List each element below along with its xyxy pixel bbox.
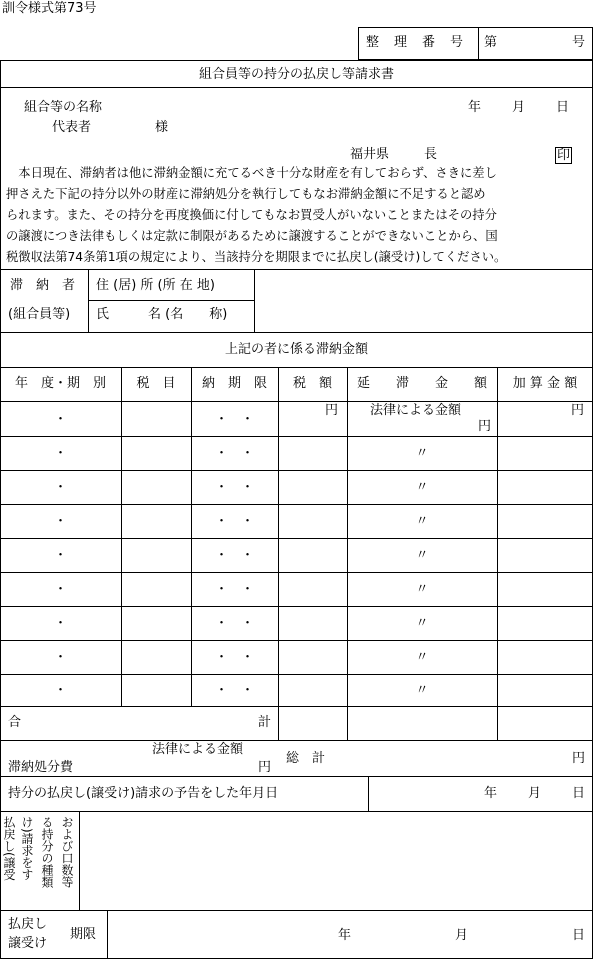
notice-date-year: 年: [484, 786, 498, 801]
disposal-yen: 円: [258, 760, 272, 775]
row-divider: [0, 674, 593, 675]
address-label: 住 (居) 所 (所 在 地): [96, 278, 215, 293]
form-title: 組合員等の持分の払戻し等請求書: [198, 67, 394, 82]
row-divider: [0, 470, 593, 471]
row-divider: [0, 640, 593, 641]
issuer-head: 長: [424, 147, 438, 162]
row-period-dot: ・: [53, 548, 67, 563]
grand-total-label: 総 計: [286, 751, 326, 766]
row-deadline-dots: ・ ・: [214, 412, 254, 427]
row-additional-yen: 円: [571, 403, 585, 418]
row-period-dot: ・: [53, 582, 67, 597]
row-ditto-mark: 〃: [415, 683, 429, 698]
seal-mark: 印: [557, 148, 571, 163]
row-divider: [0, 504, 593, 505]
grand-total-yen: 円: [572, 751, 586, 766]
header-deadline: 納 期 限: [201, 376, 267, 391]
row-period-dot: ・: [53, 650, 67, 665]
date-day: 日: [556, 100, 570, 115]
row-deadline-dots: ・ ・: [214, 650, 254, 665]
row-divider: [0, 572, 593, 573]
row-period-dot: ・: [53, 446, 67, 461]
row-period-dot: ・: [53, 514, 67, 529]
row-divider: [0, 436, 593, 437]
row-divider: [0, 606, 593, 607]
amount-section-title: 上記の者に係る滞納金額: [224, 342, 368, 357]
row-ditto-mark: 〃: [415, 650, 429, 665]
header-additional-tax: 加 算 金 額: [512, 376, 578, 391]
row-deadline-dots: ・ ・: [214, 616, 254, 631]
delinquent-label: 滞 納 者: [10, 278, 76, 293]
deadline-month: 月: [455, 928, 469, 943]
header-tax-item: 税 目: [136, 376, 176, 391]
row-ditto-mark: 〃: [415, 582, 429, 597]
row-legal-amount: 法律による金額: [370, 403, 462, 418]
share-info-label-2: け)請求をす: [20, 816, 34, 881]
row-period-dot: ・: [53, 412, 67, 427]
notice-date-month: 月: [528, 786, 542, 801]
body-line-2: 押さえた下記の持分以外の財産に滞納処分を執行してもなお滞納金額に不足すると認め: [6, 187, 486, 201]
total-right-label: 計: [258, 715, 272, 730]
row-period-dot: ・: [53, 683, 67, 698]
delinquent-sub-label: (組合員等): [8, 307, 71, 322]
share-info-label-3: る持分の種類: [40, 816, 54, 888]
deadline-year: 年: [338, 928, 352, 943]
body-line-1: 本日現在、滞納者は他に滞納金額に充てるべき十分な財産を有しておらず、さきに差し: [6, 166, 497, 180]
row-deadline-dots: ・ ・: [214, 480, 254, 495]
date-year: 年: [468, 100, 482, 115]
header-delinquency-charge: 延 滞 金 額: [356, 376, 487, 391]
deadline-label-top: 払戻し: [8, 917, 48, 932]
sama-label: 様: [155, 120, 169, 135]
notice-date-day: 日: [572, 786, 586, 801]
date-month: 月: [512, 100, 526, 115]
disposal-legal-amount: 法律による金額: [152, 742, 244, 757]
share-info-label-4: および口数等: [60, 816, 74, 888]
row-period-dot: ・: [53, 480, 67, 495]
header-period: 年 度・期 別: [14, 376, 106, 391]
control-number-prefix: 第: [484, 35, 498, 50]
row-divider: [0, 538, 593, 539]
notice-date-label: 持分の払戻し(譲受け)請求の予告をした年月日: [8, 786, 279, 801]
control-number-label: 整 理 番 号: [366, 35, 465, 50]
body-line-4: の譲渡につき法律もしくは定款に制限があるために譲渡することができないことから、国: [6, 229, 498, 243]
representative-label: 代表者: [52, 120, 92, 135]
issuer-pref: 福井県: [350, 147, 390, 162]
body-line-3: られます。また、その持分を再度換価に付してもなお買受人がいないことまたはその持分: [6, 208, 497, 222]
row-charge-yen: 円: [478, 419, 492, 434]
row-ditto-mark: 〃: [415, 480, 429, 495]
row-ditto-mark: 〃: [415, 548, 429, 563]
body-line-5: 税徴収法第74条第1項の規定により、当該持分を期限までに払戻し(譲受け)してください。: [6, 250, 507, 264]
row-deadline-dots: ・ ・: [214, 514, 254, 529]
org-name-label: 組合等の名称: [24, 100, 103, 115]
row-period-dot: ・: [53, 616, 67, 631]
row-deadline-dots: ・ ・: [214, 582, 254, 597]
row-tax-yen: 円: [325, 403, 339, 418]
row-ditto-mark: 〃: [415, 616, 429, 631]
deadline-day: 日: [572, 928, 586, 943]
row-deadline-dots: ・ ・: [214, 446, 254, 461]
control-number-suffix: 号: [572, 35, 586, 50]
disposal-fee-label: 滞納処分費: [8, 760, 74, 775]
name-label: 氏 名 (名 称): [96, 307, 228, 322]
form-number: 訓令様式第73号: [2, 1, 97, 16]
row-deadline-dots: ・ ・: [214, 683, 254, 698]
deadline-label-bottom: 譲受け: [8, 936, 48, 951]
row-ditto-mark: 〃: [415, 446, 429, 461]
share-info-label-1: 払戻し(譲受: [2, 816, 16, 881]
header-tax-amount: 税 額: [292, 376, 332, 391]
row-ditto-mark: 〃: [415, 514, 429, 529]
deadline-period-label: 期限: [70, 927, 97, 942]
total-left-label: 合: [8, 715, 22, 730]
row-deadline-dots: ・ ・: [214, 548, 254, 563]
